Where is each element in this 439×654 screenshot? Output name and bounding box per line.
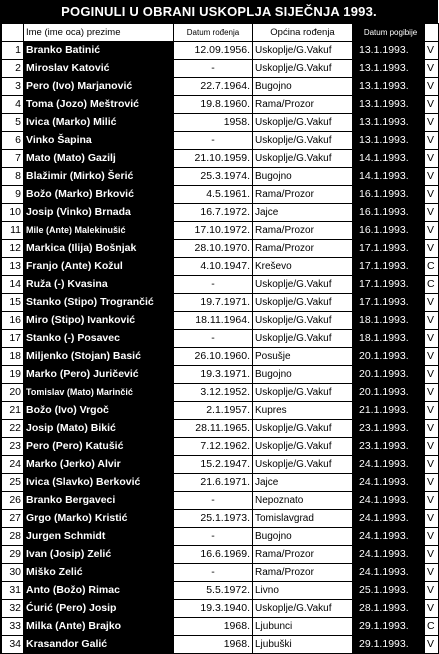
header-row: [2, 24, 439, 42]
death-date: 17.1.1993.: [353, 240, 425, 258]
table-row: [2, 492, 439, 510]
birth-date: 21.10.1959.: [174, 150, 253, 168]
birth-date: -: [174, 132, 253, 150]
table-row: [2, 420, 439, 438]
birth-municipality: Tomislavgrad: [253, 510, 353, 528]
status-code: C: [425, 258, 439, 276]
birth-municipality: Bugojno: [253, 78, 353, 96]
table-row: [2, 564, 439, 582]
death-date: 14.1.1993.: [353, 150, 425, 168]
row-number: 22: [2, 420, 24, 438]
header-number: [2, 24, 24, 42]
birth-date: 25.1.1973.: [174, 510, 253, 528]
table-row: [2, 636, 439, 654]
death-date: 29.1.1993.: [353, 618, 425, 636]
row-number: 6: [2, 132, 24, 150]
person-name: Josip (Vinko) Brnada: [24, 204, 174, 222]
table-row: [2, 258, 439, 276]
birth-date: 19.7.1971.: [174, 294, 253, 312]
death-date: 18.1.1993.: [353, 312, 425, 330]
person-name: Branko Bergaveci: [24, 492, 174, 510]
row-number: 32: [2, 600, 24, 618]
table-row: [2, 528, 439, 546]
birth-municipality: Livno: [253, 582, 353, 600]
person-name: Mile (Ante) Malekinušić: [24, 222, 174, 240]
birth-date: 19.3.1940.: [174, 600, 253, 618]
birth-municipality: Ljubuški: [253, 636, 353, 654]
status-code: V: [425, 384, 439, 402]
header-birth-date: Datum rođenja: [174, 24, 253, 42]
table-row: [2, 96, 439, 114]
birth-date: 7.12.1962.: [174, 438, 253, 456]
birth-municipality: Uskoplje/G.Vakuf: [253, 276, 353, 294]
birth-date: -: [174, 276, 253, 294]
row-number: 11: [2, 222, 24, 240]
row-number: 13: [2, 258, 24, 276]
birth-municipality: Rama/Prozor: [253, 186, 353, 204]
birth-date: 4.10.1947.: [174, 258, 253, 276]
birth-municipality: Uskoplje/G.Vakuf: [253, 60, 353, 78]
birth-municipality: Bugojno: [253, 366, 353, 384]
row-number: 5: [2, 114, 24, 132]
row-number: 28: [2, 528, 24, 546]
death-date: 24.1.1993.: [353, 564, 425, 582]
status-code: V: [425, 492, 439, 510]
status-code: V: [425, 546, 439, 564]
row-number: 15: [2, 294, 24, 312]
person-name: Grgo (Marko) Kristić: [24, 510, 174, 528]
birth-municipality: Uskoplje/G.Vakuf: [253, 600, 353, 618]
row-number: 3: [2, 78, 24, 96]
birth-date: 3.12.1952.: [174, 384, 253, 402]
death-date: 24.1.1993.: [353, 528, 425, 546]
death-date: 24.1.1993.: [353, 492, 425, 510]
birth-municipality: Uskoplje/G.Vakuf: [253, 132, 353, 150]
status-code: V: [425, 420, 439, 438]
death-date: 14.1.1993.: [353, 168, 425, 186]
table-row: [2, 474, 439, 492]
birth-date: 16.7.1972.: [174, 204, 253, 222]
birth-date: 17.10.1972.: [174, 222, 253, 240]
table-row: [2, 60, 439, 78]
death-date: 23.1.1993.: [353, 438, 425, 456]
birth-municipality: Rama/Prozor: [253, 96, 353, 114]
row-number: 8: [2, 168, 24, 186]
death-date: 17.1.1993.: [353, 276, 425, 294]
birth-date: -: [174, 492, 253, 510]
person-name: Miško Zelić: [24, 564, 174, 582]
birth-municipality: Uskoplje/G.Vakuf: [253, 384, 353, 402]
person-name: Božo (Marko) Brković: [24, 186, 174, 204]
table-row: [2, 240, 439, 258]
birth-municipality: Kupres: [253, 402, 353, 420]
header-municipality: Općina rođenja: [253, 24, 353, 42]
birth-municipality: Uskoplje/G.Vakuf: [253, 42, 353, 60]
birth-municipality: Uskoplje/G.Vakuf: [253, 420, 353, 438]
death-date: 17.1.1993.: [353, 258, 425, 276]
table-row: [2, 204, 439, 222]
death-date: 23.1.1993.: [353, 420, 425, 438]
row-number: 4: [2, 96, 24, 114]
person-name: Ivica (Marko) Milić: [24, 114, 174, 132]
birth-date: 15.2.1947.: [174, 456, 253, 474]
table-row: [2, 114, 439, 132]
status-code: V: [425, 510, 439, 528]
status-code: V: [425, 204, 439, 222]
birth-date: 28.10.1970.: [174, 240, 253, 258]
status-code: V: [425, 582, 439, 600]
person-name: Milka (Ante) Brajko: [24, 618, 174, 636]
birth-date: 1958.: [174, 114, 253, 132]
status-code: V: [425, 366, 439, 384]
birth-municipality: Posušje: [253, 348, 353, 366]
table-row: [2, 546, 439, 564]
person-name: Jurgen Schmidt: [24, 528, 174, 546]
person-name: Miroslav Katović: [24, 60, 174, 78]
birth-date: 28.11.1965.: [174, 420, 253, 438]
person-name: Ivan (Josip) Zelić: [24, 546, 174, 564]
status-code: V: [425, 96, 439, 114]
table-row: [2, 510, 439, 528]
death-date: 24.1.1993.: [353, 456, 425, 474]
row-number: 2: [2, 60, 24, 78]
death-date: 24.1.1993.: [353, 474, 425, 492]
table-row: [2, 294, 439, 312]
birth-municipality: Uskoplje/G.Vakuf: [253, 456, 353, 474]
status-code: V: [425, 564, 439, 582]
birth-date: -: [174, 330, 253, 348]
status-code: V: [425, 150, 439, 168]
birth-municipality: Rama/Prozor: [253, 546, 353, 564]
row-number: 12: [2, 240, 24, 258]
death-date: 13.1.1993.: [353, 96, 425, 114]
death-date: 24.1.1993.: [353, 546, 425, 564]
status-code: V: [425, 132, 439, 150]
person-name: Markica (Ilija) Bošnjak: [24, 240, 174, 258]
row-number: 17: [2, 330, 24, 348]
birth-date: 21.6.1971.: [174, 474, 253, 492]
header-code: [425, 24, 439, 42]
row-number: 30: [2, 564, 24, 582]
status-code: V: [425, 186, 439, 204]
table-row: [2, 402, 439, 420]
row-number: 14: [2, 276, 24, 294]
table-row: [2, 312, 439, 330]
death-date: 20.1.1993.: [353, 348, 425, 366]
table-row: [2, 78, 439, 96]
table-title: POGINULI U OBRANI USKOPLJA SIJEČNJA 1993.: [1, 1, 438, 23]
row-number: 16: [2, 312, 24, 330]
birth-date: 19.8.1960.: [174, 96, 253, 114]
birth-municipality: Ljubunci: [253, 618, 353, 636]
row-number: 10: [2, 204, 24, 222]
status-code: V: [425, 438, 439, 456]
death-date: 16.1.1993.: [353, 204, 425, 222]
row-number: 26: [2, 492, 24, 510]
death-date: 16.1.1993.: [353, 186, 425, 204]
table-row: [2, 222, 439, 240]
birth-date: 4.5.1961.: [174, 186, 253, 204]
person-name: Krasandor Galić: [24, 636, 174, 654]
status-code: V: [425, 294, 439, 312]
birth-date: 1968.: [174, 636, 253, 654]
person-name: Marko (Pero) Juričević: [24, 366, 174, 384]
person-name: Stanko (Stipo) Trogrančić: [24, 294, 174, 312]
table-row: [2, 150, 439, 168]
death-date: 25.1.1993.: [353, 582, 425, 600]
birth-date: -: [174, 528, 253, 546]
table-row: [2, 132, 439, 150]
birth-municipality: Rama/Prozor: [253, 564, 353, 582]
death-date: 13.1.1993.: [353, 60, 425, 78]
row-number: 33: [2, 618, 24, 636]
status-code: V: [425, 600, 439, 618]
row-number: 20: [2, 384, 24, 402]
status-code: V: [425, 78, 439, 96]
status-code: V: [425, 240, 439, 258]
row-number: 31: [2, 582, 24, 600]
status-code: V: [425, 60, 439, 78]
row-number: 24: [2, 456, 24, 474]
person-name: Ivica (Slavko) Berković: [24, 474, 174, 492]
birth-date: 5.5.1972.: [174, 582, 253, 600]
person-name: Ruža (-) Kvasina: [24, 276, 174, 294]
person-name: Mato (Mato) Gazilj: [24, 150, 174, 168]
birth-date: 12.09.1956.: [174, 42, 253, 60]
birth-date: 22.7.1964.: [174, 78, 253, 96]
status-code: C: [425, 618, 439, 636]
birth-date: -: [174, 564, 253, 582]
birth-date: 26.10.1960.: [174, 348, 253, 366]
birth-date: -: [174, 60, 253, 78]
table-row: [2, 330, 439, 348]
person-name: Pero (Ivo) Marjanović: [24, 78, 174, 96]
birth-date: 16.6.1969.: [174, 546, 253, 564]
birth-date: 25.3.1974.: [174, 168, 253, 186]
birth-municipality: Jajce: [253, 474, 353, 492]
death-date: 20.1.1993.: [353, 384, 425, 402]
status-code: C: [425, 276, 439, 294]
row-number: 18: [2, 348, 24, 366]
death-date: 24.1.1993.: [353, 510, 425, 528]
person-name: Franjo (Ante) Kožul: [24, 258, 174, 276]
death-date: 28.1.1993.: [353, 600, 425, 618]
status-code: V: [425, 474, 439, 492]
birth-municipality: Uskoplje/G.Vakuf: [253, 312, 353, 330]
casualty-table: [1, 23, 439, 654]
death-date: 21.1.1993.: [353, 402, 425, 420]
person-name: Ćurić (Pero) Josip: [24, 600, 174, 618]
death-date: 13.1.1993.: [353, 42, 425, 60]
death-date: 13.1.1993.: [353, 78, 425, 96]
birth-municipality: Uskoplje/G.Vakuf: [253, 330, 353, 348]
birth-municipality: Rama/Prozor: [253, 222, 353, 240]
birth-municipality: Uskoplje/G.Vakuf: [253, 438, 353, 456]
death-date: 16.1.1993.: [353, 222, 425, 240]
person-name: Toma (Jozo) Meštrović: [24, 96, 174, 114]
birth-date: 19.3.1971.: [174, 366, 253, 384]
person-name: Miro (Stipo) Ivanković: [24, 312, 174, 330]
table-row: [2, 366, 439, 384]
row-number: 9: [2, 186, 24, 204]
birth-municipality: Uskoplje/G.Vakuf: [253, 150, 353, 168]
row-number: 23: [2, 438, 24, 456]
person-name: Miljenko (Stojan) Basić: [24, 348, 174, 366]
birth-date: 2.1.1957.: [174, 402, 253, 420]
person-name: Pero (Pero) Katušić: [24, 438, 174, 456]
person-name: Branko Batinić: [24, 42, 174, 60]
row-number: 29: [2, 546, 24, 564]
status-code: V: [425, 528, 439, 546]
person-name: Vinko Šapina: [24, 132, 174, 150]
row-number: 19: [2, 366, 24, 384]
death-date: 20.1.1993.: [353, 366, 425, 384]
table-row: [2, 600, 439, 618]
table-row: [2, 168, 439, 186]
header-death-date: Datum pogibije: [353, 24, 425, 42]
status-code: V: [425, 222, 439, 240]
table-row: [2, 384, 439, 402]
status-code: V: [425, 348, 439, 366]
birth-municipality: Jajce: [253, 204, 353, 222]
row-number: 27: [2, 510, 24, 528]
death-date: 13.1.1993.: [353, 114, 425, 132]
death-date: 13.1.1993.: [353, 132, 425, 150]
table-row: [2, 438, 439, 456]
row-number: 34: [2, 636, 24, 654]
status-code: V: [425, 312, 439, 330]
person-name: Božo (Ivo) Vrgoč: [24, 402, 174, 420]
table-row: [2, 456, 439, 474]
person-name: Blažimir (Mirko) Šerić: [24, 168, 174, 186]
status-code: V: [425, 456, 439, 474]
birth-municipality: Rama/Prozor: [253, 240, 353, 258]
table-row: [2, 186, 439, 204]
person-name: Anto (Božo) Rimac: [24, 582, 174, 600]
row-number: 25: [2, 474, 24, 492]
status-code: V: [425, 42, 439, 60]
birth-municipality: Bugojno: [253, 528, 353, 546]
birth-date: 18.11.1964.: [174, 312, 253, 330]
row-number: 1: [2, 42, 24, 60]
status-code: V: [425, 636, 439, 654]
death-date: 29.1.1993.: [353, 636, 425, 654]
birth-municipality: Nepoznato: [253, 492, 353, 510]
table-row: [2, 618, 439, 636]
row-number: 7: [2, 150, 24, 168]
status-code: V: [425, 168, 439, 186]
table-row: [2, 348, 439, 366]
status-code: V: [425, 114, 439, 132]
row-number: 21: [2, 402, 24, 420]
birth-municipality: Uskoplje/G.Vakuf: [253, 294, 353, 312]
death-date: 18.1.1993.: [353, 330, 425, 348]
person-name: Marko (Jerko) Alvir: [24, 456, 174, 474]
birth-date: 1968.: [174, 618, 253, 636]
status-code: V: [425, 330, 439, 348]
person-name: Josip (Mato) Bikić: [24, 420, 174, 438]
table-row: [2, 42, 439, 60]
person-name: Tomislav (Mato) Marinčić: [24, 384, 174, 402]
table-row: [2, 276, 439, 294]
death-date: 17.1.1993.: [353, 294, 425, 312]
header-name: Ime (ime oca) prezime: [24, 24, 174, 42]
birth-municipality: Bugojno: [253, 168, 353, 186]
birth-municipality: Uskoplje/G.Vakuf: [253, 114, 353, 132]
birth-municipality: Kreševo: [253, 258, 353, 276]
table-row: [2, 582, 439, 600]
person-name: Stanko (-) Posavec: [24, 330, 174, 348]
status-code: V: [425, 402, 439, 420]
